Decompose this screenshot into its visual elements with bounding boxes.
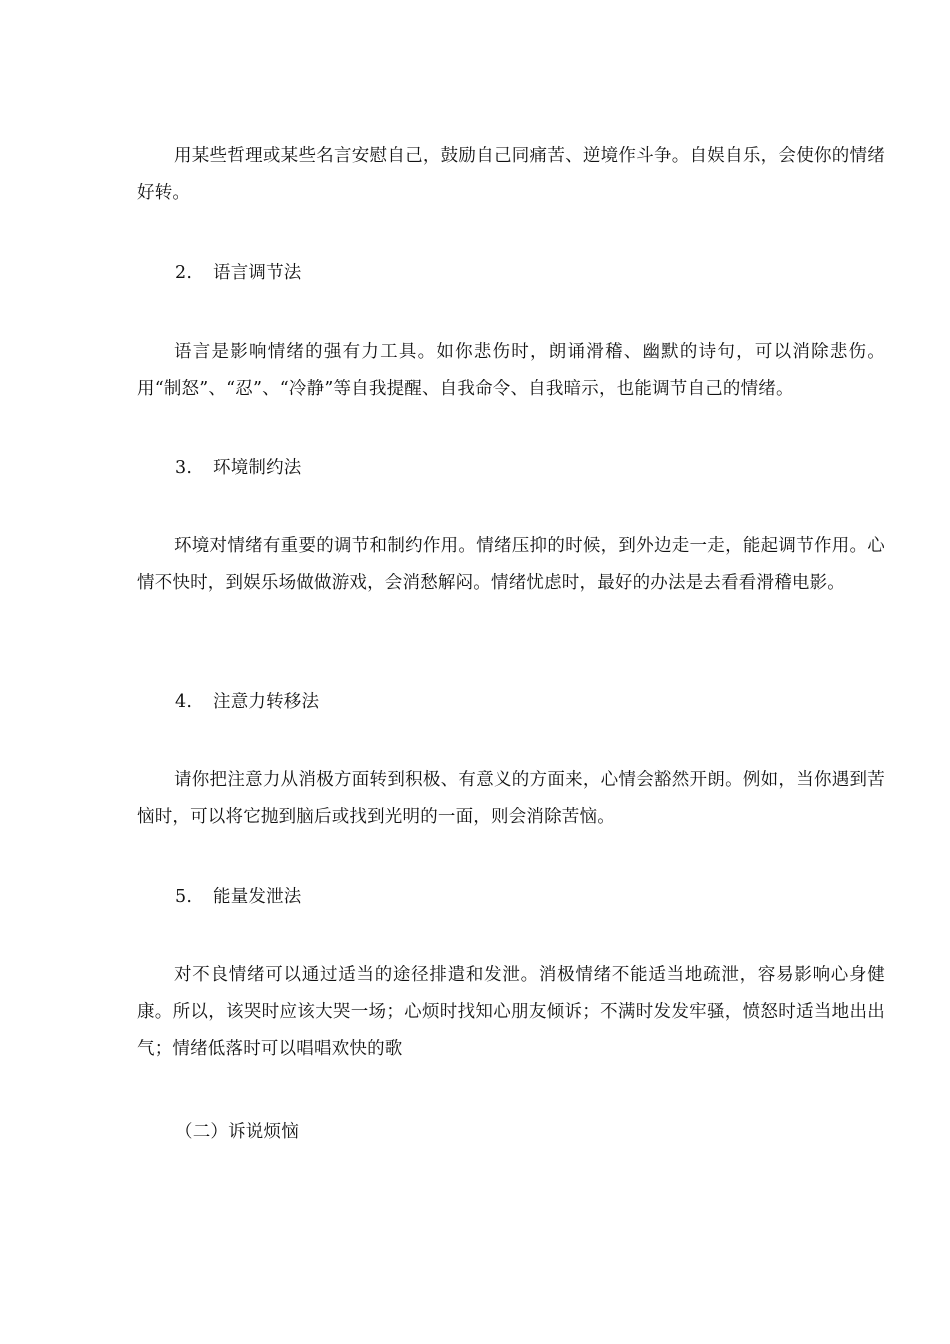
paragraph-self-comfort: 用某些哲理或某些名言安慰自己，鼓励自己同痛苦、逆境作斗争。自娱自乐，会使你的情绪好转。 — [137, 146, 885, 203]
heading-number: 5. — [175, 887, 193, 907]
heading-title: 环境制约法 — [213, 458, 302, 478]
heading-environment-constraint — [175, 450, 675, 487]
section-heading: （二）诉说烦恼 — [175, 1122, 299, 1142]
heading-title: 语言调节法 — [213, 263, 302, 283]
heading-number: 4. — [175, 692, 193, 712]
heading-title: 能量发泄法 — [213, 887, 302, 907]
paragraph-energy: 对不良情绪可以通过适当的途径排遣和发泄。消极情绪不能适当地疏泄，容易影响心身健康。所以，该哭时应该大哭一场；心烦时找知心朋友倾诉；不满时发发牢骚，愤怒时适当地出出气；情绪低落时可以唱唱欢快的歌 — [137, 965, 885, 1059]
heading-attention-shift — [175, 684, 675, 721]
heading-language-regulation — [175, 255, 675, 292]
heading-number: 3. — [175, 458, 193, 478]
heading-title: 注意力转移法 — [213, 692, 320, 712]
paragraph-language: 语言是影响情绪的强有力工具。如你悲伤时，朗诵滑稽、幽默的诗句，可以消除悲伤。用“制怒”、“忍”、“冷静”等自我提醒、自我命令、自我暗示，也能调节自己的情绪。 — [137, 342, 885, 399]
paragraph-environment: 环境对情绪有重要的调节和制约作用。情绪压抑的时候，到外边走一走，能起调节作用。心情不快时，到娱乐场做做游戏，会消愁解闷。情绪忧虑时，最好的办法是去看看滑稽电影。 — [137, 536, 885, 593]
paragraph-attention: 请你把注意力从消极方面转到积极、有意义的方面来，心情会豁然开朗。例如，当你遇到苦恼时，可以将它抛到脑后或找到光明的一面，则会消除苦恼。 — [137, 770, 885, 827]
heading-energy-release — [175, 879, 675, 916]
heading-number: 2. — [175, 263, 193, 283]
